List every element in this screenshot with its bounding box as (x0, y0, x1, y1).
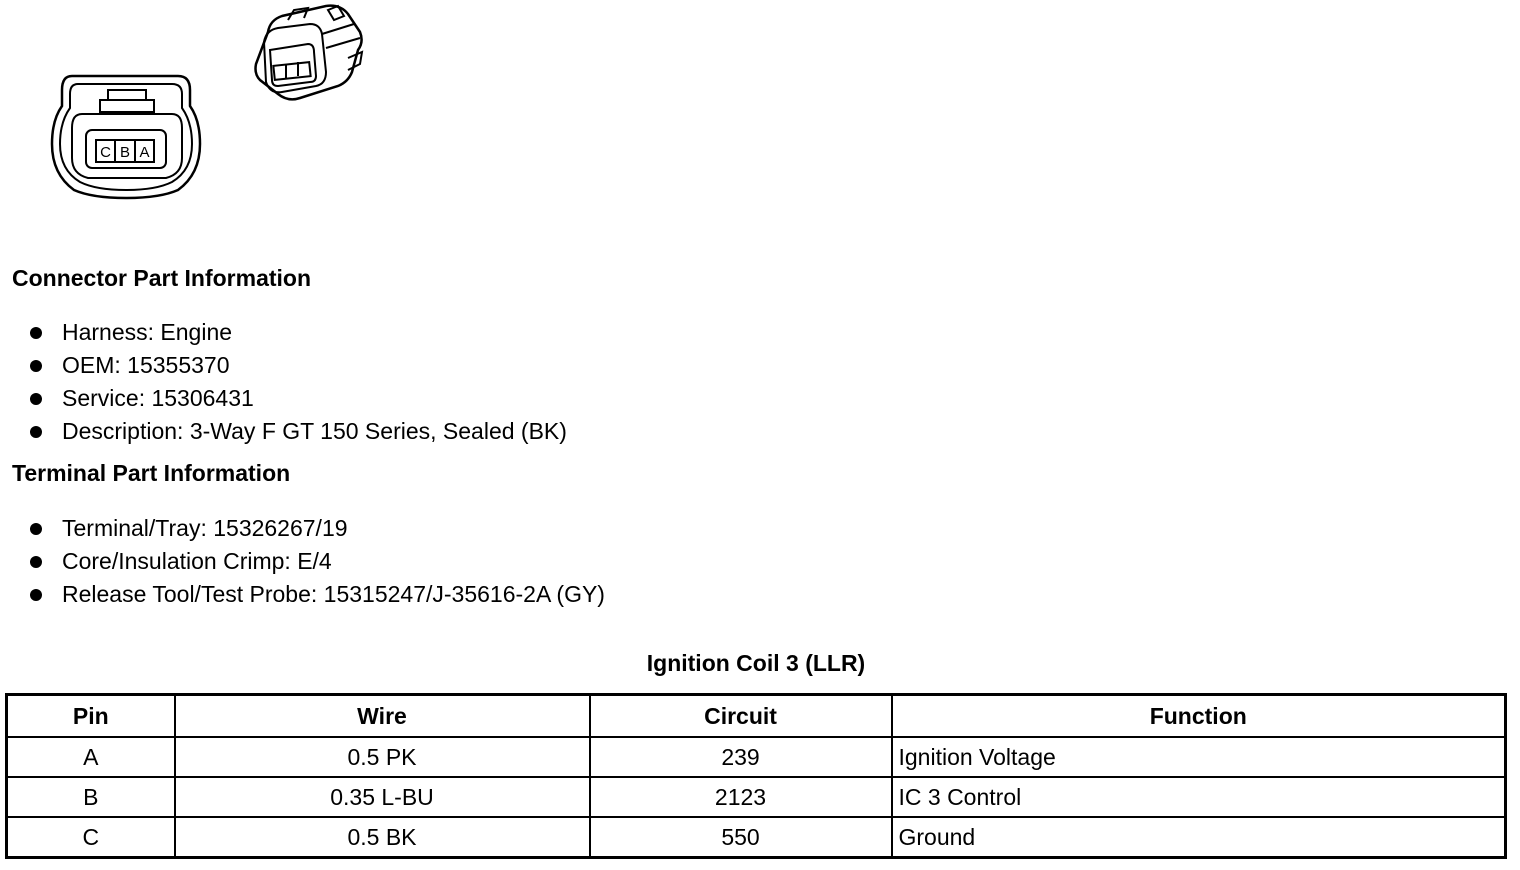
cell-circuit: 2123 (590, 777, 892, 817)
connector-illustrations (0, 0, 400, 210)
connector-face-view-icon (50, 70, 202, 202)
table-row (7, 777, 1506, 817)
header-circuit: Circuit (590, 695, 892, 738)
list-item-description: Description: 3-Way F GT 150 Series, Sealed (BK) (30, 415, 567, 448)
connector-part-info-list (30, 316, 567, 448)
list-item-release-tool: Release Tool/Test Probe: 15315247/J-35616-2A (GY) (30, 578, 605, 611)
header-pin: Pin (7, 695, 175, 738)
cell-wire: 0.5 PK (175, 737, 590, 777)
table-row (7, 737, 1506, 777)
terminal-part-info-heading: Terminal Part Information (12, 460, 291, 486)
connector-part-info-heading: Connector Part Information (12, 265, 312, 291)
cell-function: IC 3 Control (892, 777, 1506, 817)
cell-circuit: 239 (590, 737, 892, 777)
cell-circuit: 550 (590, 817, 892, 858)
list-item-service: Service: 15306431 (30, 382, 567, 415)
table-header-row (7, 695, 1506, 738)
cell-pin: C (7, 817, 175, 858)
cell-wire: 0.35 L-BU (175, 777, 590, 817)
pin-table-title: Ignition Coil 3 (LLR) (646, 650, 866, 676)
list-item-oem: OEM: 15355370 (30, 349, 567, 382)
list-item-crimp: Core/Insulation Crimp: E/4 (30, 545, 605, 578)
cell-function: Ignition Voltage (892, 737, 1506, 777)
header-wire: Wire (175, 695, 590, 738)
table-row (7, 817, 1506, 858)
header-function: Function (892, 695, 1506, 738)
list-item-terminal-tray: Terminal/Tray: 15326267/19 (30, 512, 605, 545)
cell-pin: A (7, 737, 175, 777)
cell-wire: 0.5 BK (175, 817, 590, 858)
pin-table (5, 693, 1507, 859)
pin-label-c: C (100, 144, 111, 161)
pin-label-b: B (119, 144, 131, 161)
terminal-part-info-list (30, 512, 605, 611)
pin-label-a: A (139, 144, 150, 161)
cell-function: Ground (892, 817, 1506, 858)
list-item-harness: Harness: Engine (30, 316, 567, 349)
cell-pin: B (7, 777, 175, 817)
connector-isometric-view-icon (248, 2, 368, 107)
